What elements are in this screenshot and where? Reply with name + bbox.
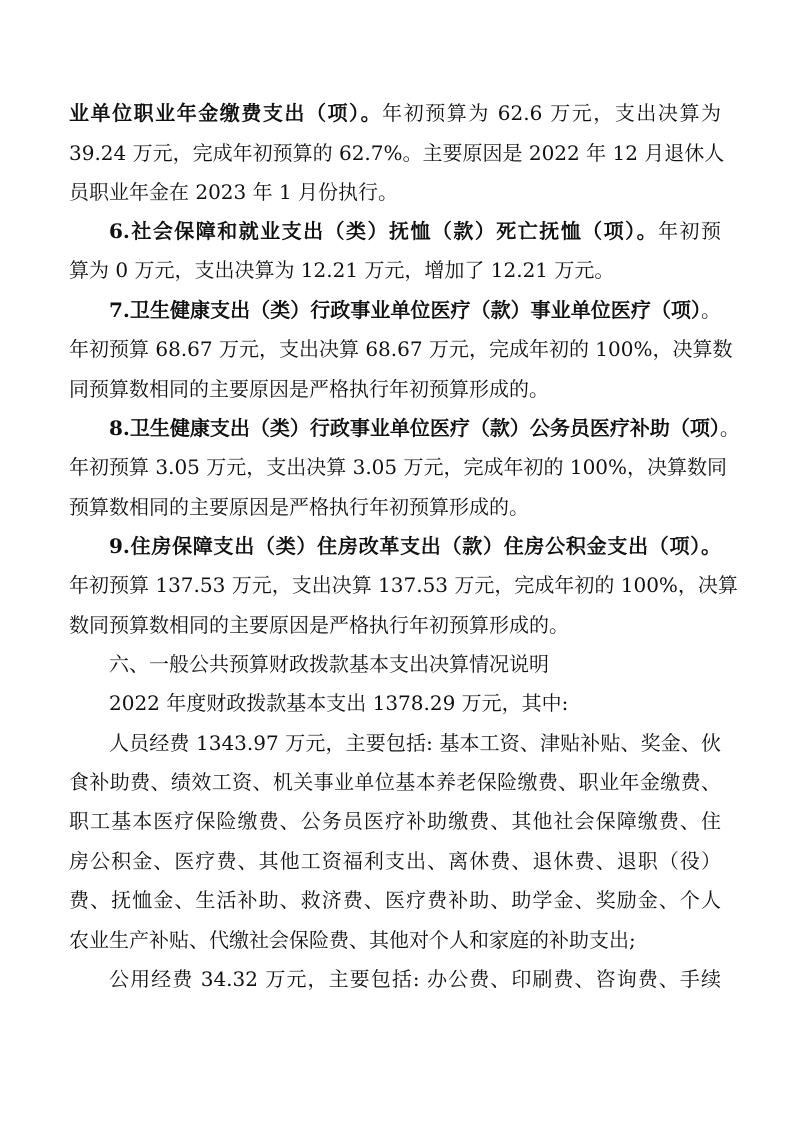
body-text: 。	[719, 416, 740, 440]
paragraph-line	[109, 410, 740, 446]
paragraph-line: 费、抚恤金、生活补助、救济费、医疗费补助、助学金、奖励金、个人	[69, 888, 721, 912]
paragraph-line: 人员经费 1343.97 万元，主要包括: 基本工资、津贴补贴、奖金、伙	[109, 731, 721, 755]
paragraph-line: 39.24 万元，完成年初预算的 62.7%。主要原因是 2022 年 12 月退休人	[69, 141, 725, 165]
paragraph-line: 职工基本医疗保险缴费、公务员医疗补助缴费、其他社会保障缴费、住	[69, 809, 721, 833]
paragraph-line: 2022 年度财政拨款基本支出 1378.29 万元，其中:	[109, 691, 569, 715]
paragraph-line	[109, 528, 721, 564]
paragraph-line: 同预算数相同的主要原因是严格执行年初预算形成的。	[69, 377, 549, 401]
paragraph-line: 预算数相同的主要原因是严格执行年初预算形成的。	[69, 495, 529, 519]
item-heading: 7.卫生健康支出（类）行政事业单位医疗（款）事业单位医疗（项）	[109, 298, 701, 322]
item-heading: 8.卫生健康支出（类）行政事业单位医疗（款）公务员医疗补助（项）	[109, 416, 720, 440]
body-text: 年初预	[658, 219, 721, 243]
paragraph-line	[69, 95, 721, 131]
paragraph-line	[109, 213, 721, 249]
paragraph-line: 年初预算 68.67 万元，支出决算 68.67 万元，完成年初的 100%，决算数	[69, 337, 733, 361]
body-text: 。	[701, 298, 721, 322]
section-heading: 六、一般公共预算财政拨款基本支出决算情况说明	[109, 652, 549, 676]
paragraph-line: 年初预算 137.53 万元，支出决算 137.53 万元，完成年初的 100%，决算	[69, 573, 738, 597]
paragraph-line: 年初预算 3.05 万元，支出决算 3.05 万元，完成年初的 100%，决算数同	[69, 455, 728, 479]
paragraph-line: 农业生产补贴、代缴社会保险费、其他对个人和家庭的补助支出;	[69, 928, 636, 952]
item-heading: 6.社会保障和就业支出（类）抚恤（款）死亡抚恤（项）。	[109, 219, 659, 243]
paragraph-line: 算为 0 万元，支出决算为 12.21 万元，增加了 12.21 万元。	[69, 258, 615, 282]
paragraph-line: 员职业年金在 2023 年 1 月份执行。	[69, 180, 399, 204]
paragraph-line: 公用经费 34.32 万元，主要包括: 办公费、印刷费、咨询费、手续	[109, 967, 721, 991]
item-heading: 业单位职业年金缴费支出（项）。	[69, 101, 383, 125]
paragraph-line: 食补助费、绩效工资、机关事业单位基本养老保险缴费、职业年金缴费、	[69, 770, 721, 794]
item-heading: 9.住房保障支出（类）住房改革支出（款）住房公积金支出（项）。	[109, 534, 721, 558]
paragraph-line: 房公积金、医疗费、其他工资福利支出、离休费、退休费、退职（役）	[69, 849, 721, 873]
paragraph-line	[109, 292, 721, 328]
body-text: 年初预算为 62.6 万元，支出决算为	[382, 101, 722, 125]
paragraph-line: 数同预算数相同的主要原因是严格执行年初预算形成的。	[69, 613, 569, 637]
